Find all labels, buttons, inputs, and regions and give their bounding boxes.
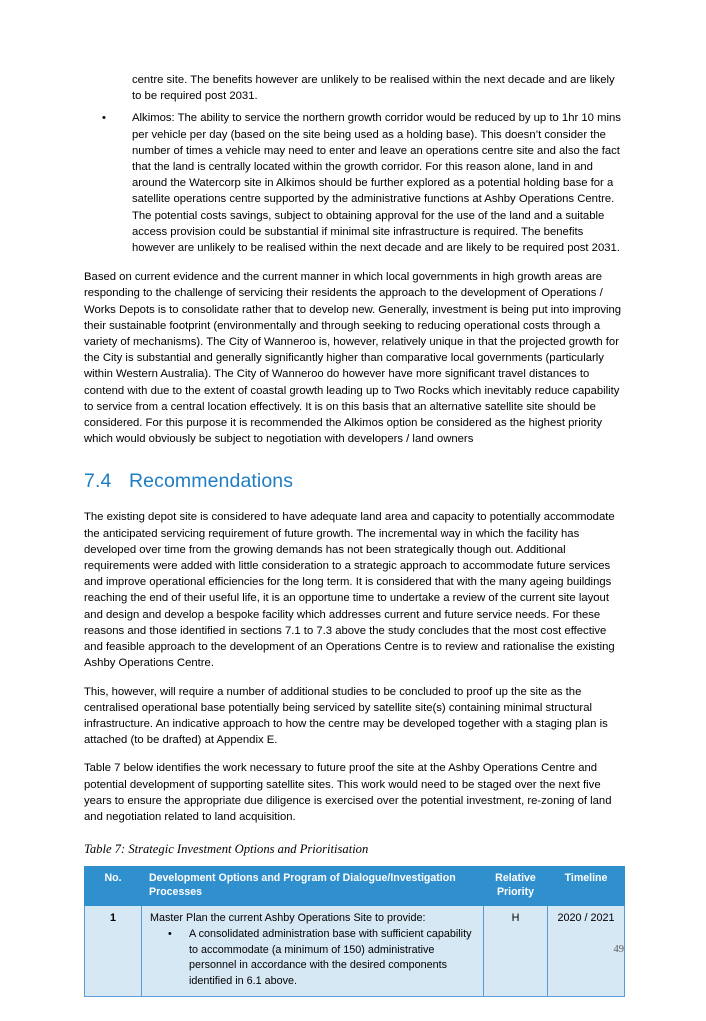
page-number: 49 [613,944,624,955]
column-header-relative-priority: Relative Priority [484,867,548,906]
recommendations-paragraph-1: The existing depot site is considered to have adequate land area and capacity to potentially accommodate the anticipated servicing requirement of future growth. The incremental way in which the facility has developed over time from the growing demands has not been strategically though out. Additional requirements were added with little consideration to a strategic approach to accommodate future services and improve operational efficiencies for the long term. It is considered that with the many ageing buildings reaching the end of their useful life, it is an opportune time to undertake a review of the current site layout and design and develop a bespoke facility which addresses current and future service needs. For these reasons and those identified in sections 7.1 to 7.3 above the study concludes that the most cost effective and feasible approach to the development of an Operations Centre is to review and rationalise the existing Ashby Operations Centre. [84,511,615,670]
bullet-point-icon: • [168,928,172,941]
list-item-text: Alkimos: The ability to service the northern growth corridor would be reduced by up to 1hr 10 mins per vehicle per day (based on the site being used as a holding base). This doesn’t consider the number of times a vehicle may need to enter and leave an operations centre site and also the fact that the land is centrally located within the growth corridor. For this reason alone, land in and around the Watercorp site in Alkimos should be further explored as a potential holding base for a satellite operations centre supported by the administrative functions at Ashby Operations Centre. The potential costs savings, subject to obtaining approval for the use of the land and a suitable access provision could be substantial if minimal site infrastructure is required. The benefits however are unlikely to be realised within the next decade and are likely to be required post 2031. [132,112,621,255]
row-number-cell: 1 [85,906,142,997]
continuation-paragraph: centre site. The benefits however are unlikely to be realised within the next decade and are likely to be required post 2031. [132,74,615,103]
evidence-paragraph: Based on current evidence and the current manner in which local governments in high growth areas are responding to the challenge of servicing their residents the approach to the development of Operations / Works Depots is to consolidate rather that to develop new. Generally, investment is being put into improving their sustainable footprint (environmentally and through seeking to reducing operational costs through a variety of mechanisms). The City of Wanneroo is, however, relatively unique in that the projected growth for the City is substantial and generally significantly higher than comparative local governments (particularly within Western Australia). The City of Wanneroo do however have more significant travel distances to contend with due to the extent of coastal growth leading up to Two Rocks which inevitably reduce capability to service from a central location effectively. It is on this basis that an alternative satellite site should be considered. For this purpose it is recommended the Alkimos option be considered as the highest priority which would obviously be subject to negotiation with developers / land owners [84,271,622,446]
body-bullet-list [84,110,624,256]
list-item [84,110,624,256]
page-title [84,469,624,493]
table-caption: Table 7: Strategic Investment Options and Prioritisation [84,842,369,857]
page-content [84,72,624,997]
recommendations-paragraph-3: Table 7 below identifies the work necessary to future proof the site at the Ashby Operations Centre and potential development of supporting satellite sites. This work would need to be staged over the next five years to ensure the appropriate due diligence is exercised over the potential investment, re-zoning of land and negotiation related to land acquisition. [84,762,612,823]
strategic-investment-table [84,866,625,997]
recommendations-paragraph-2: This, however, will require a number of additional studies to be concluded to proof up the site as the centralised operational base potentially being serviced by satellite site(s) containing minimal structural infrastructure. An indicative approach to how the centre may be developed together with a staging plan is attached (to be drafted) at Appendix E. [84,685,608,747]
column-header-development-options: Development Options and Program of Dialogue/Investigation Processes [142,867,484,906]
row-description-lead: Master Plan the current Ashby Operations Site to provide: [150,912,426,925]
bullet-point-icon: • [102,112,106,125]
section-title: Recommendations [129,470,294,493]
list-item-text: A consolidated administration base with sufficient capability to accommodate (a minimum of 150) administrative personnel in accordance with the desired components identified in 6.1 above. [189,928,472,987]
row-priority-cell: H [484,906,548,997]
list-item [150,927,475,989]
column-header-timeline: Timeline [548,867,625,906]
column-header-no: No. [85,867,142,906]
section-number: 7.4 [84,470,112,493]
row-bullet-list [150,927,475,989]
row-timeline-cell: 2020 / 2021 [548,906,625,997]
table-header-row [85,867,625,906]
